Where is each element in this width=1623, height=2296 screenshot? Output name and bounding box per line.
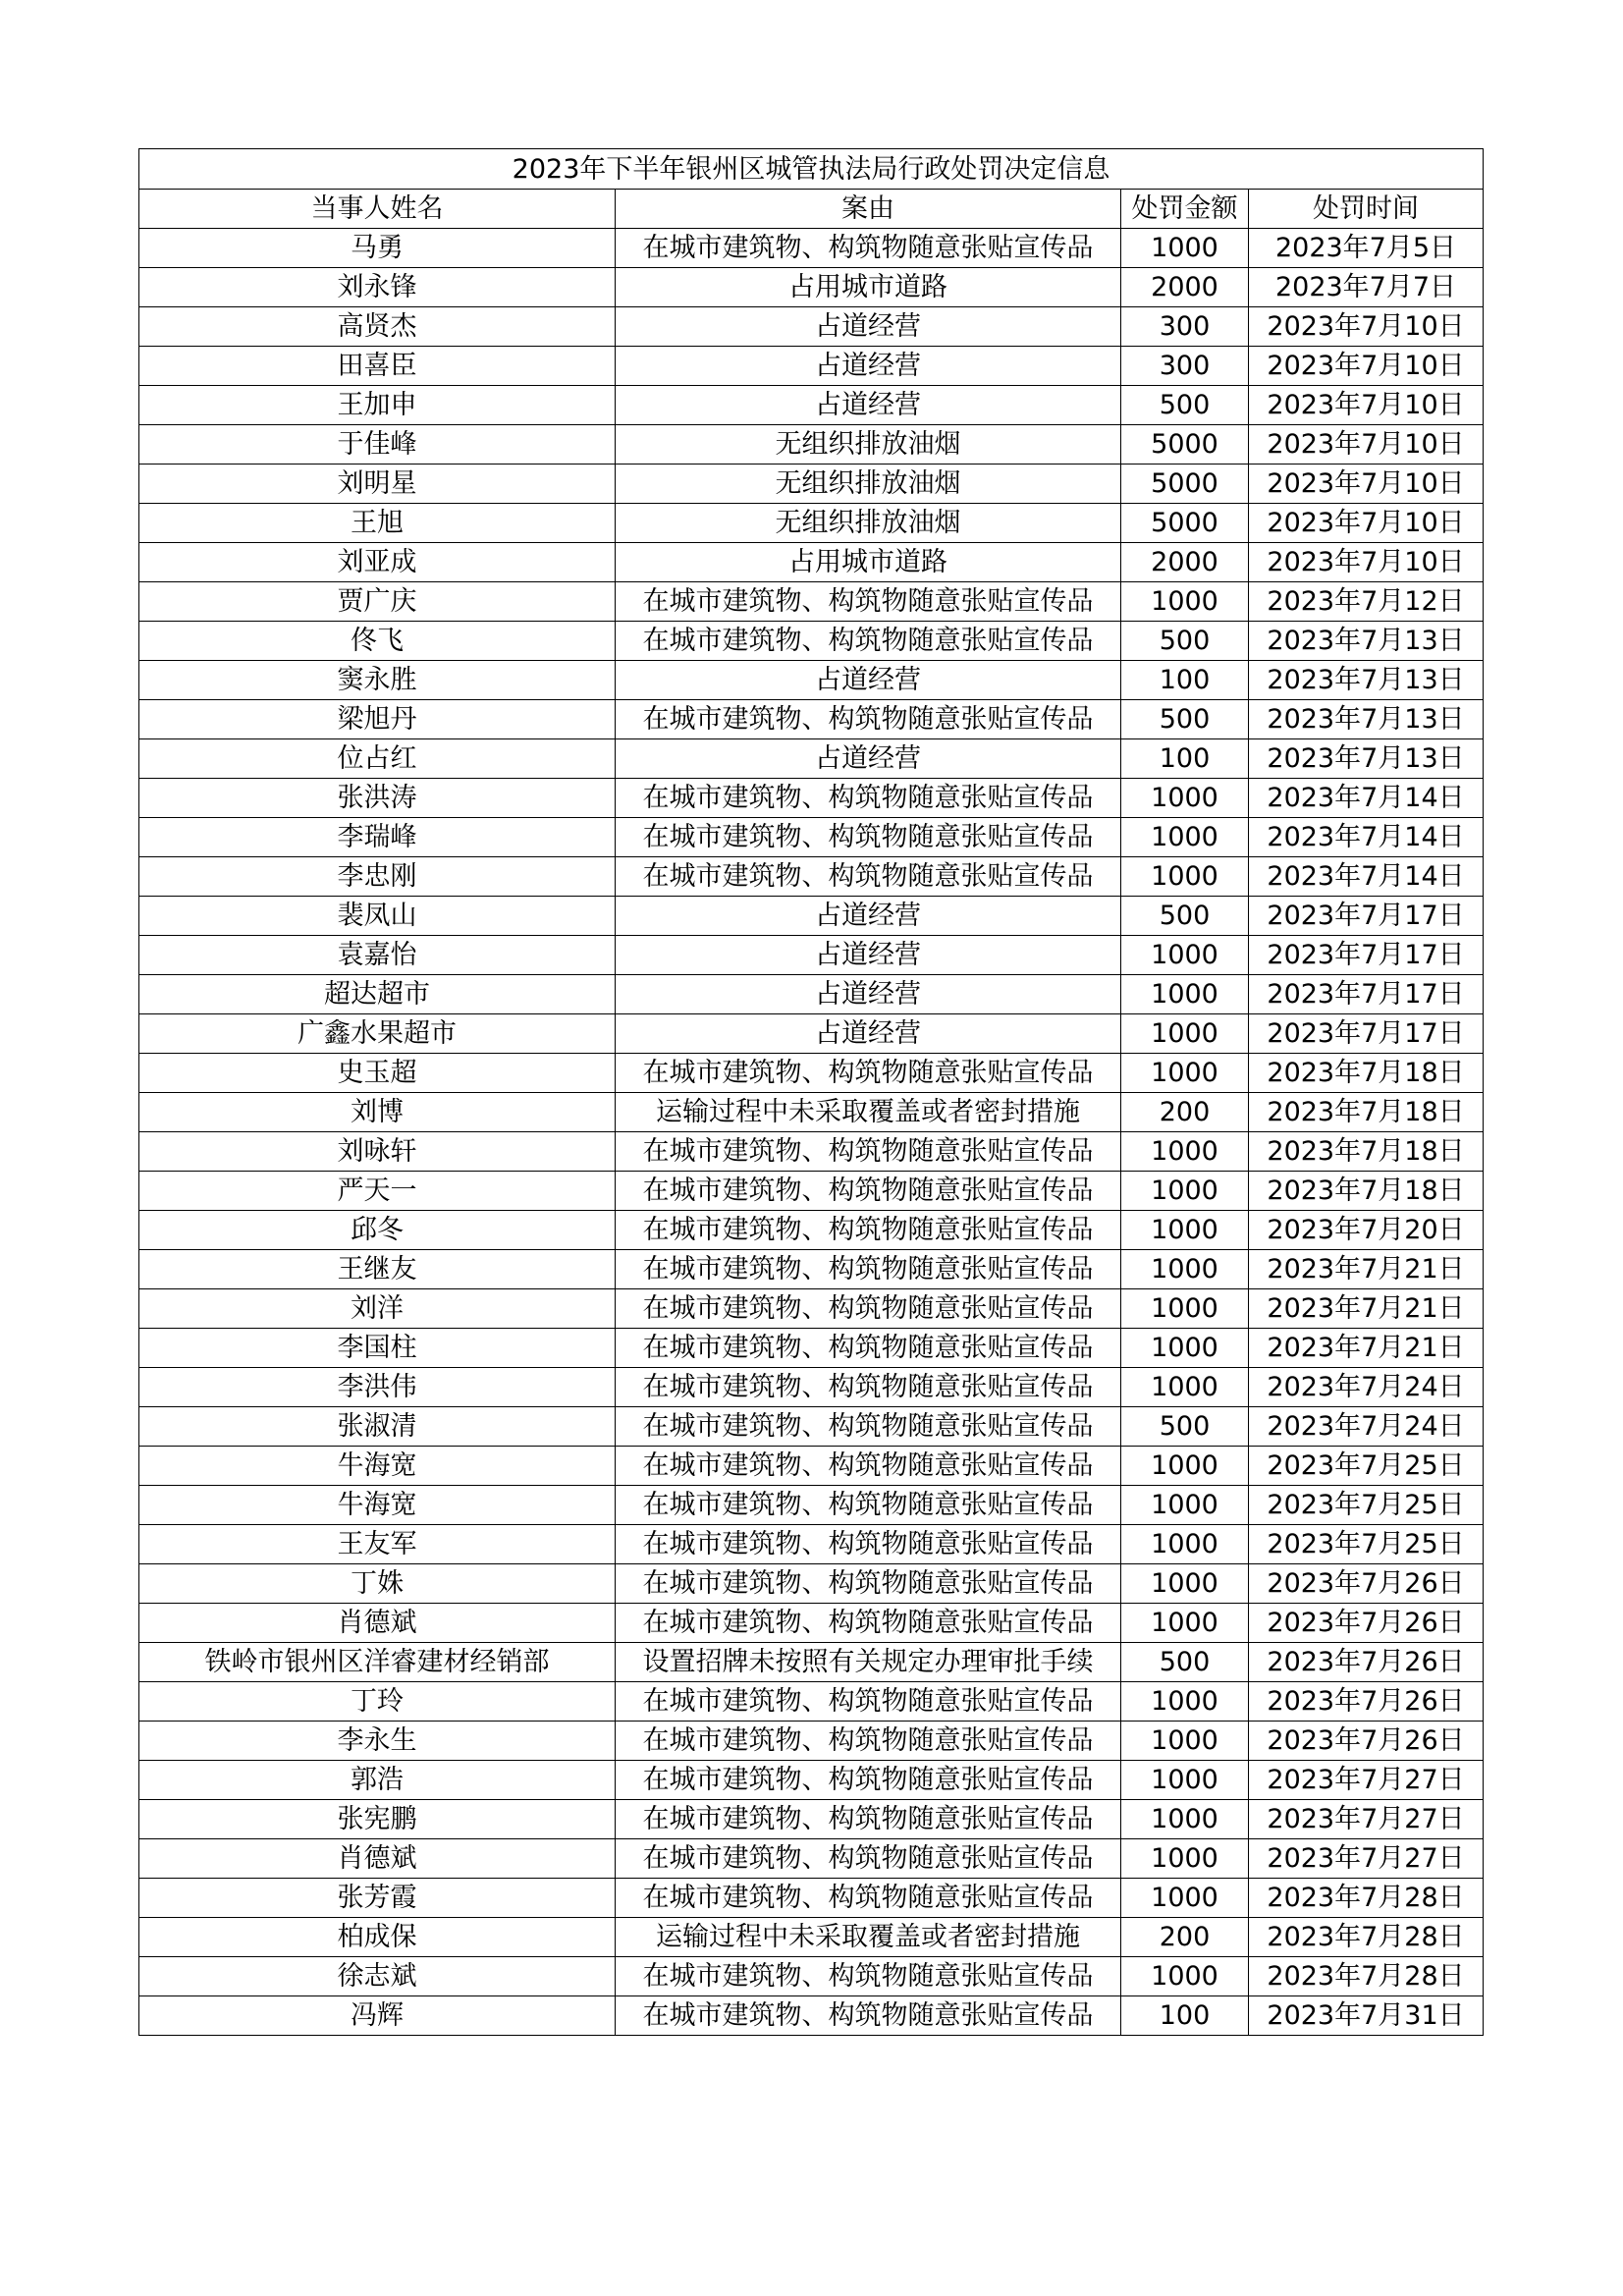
cell-reason: 在城市建筑物、构筑物随意张贴宣传品 — [616, 1957, 1121, 1996]
cell-name: 郭浩 — [139, 1761, 616, 1800]
cell-name: 广鑫水果超市 — [139, 1014, 616, 1054]
cell-reason: 占道经营 — [616, 386, 1121, 425]
cell-date: 2023年7月21日 — [1249, 1289, 1484, 1329]
table-title: 2023年下半年银州区城管执法局行政处罚决定信息 — [139, 149, 1484, 190]
cell-reason: 在城市建筑物、构筑物随意张贴宣传品 — [616, 1761, 1121, 1800]
cell-name: 王旭 — [139, 504, 616, 543]
cell-date: 2023年7月25日 — [1249, 1525, 1484, 1564]
cell-amount: 1000 — [1121, 779, 1249, 818]
cell-reason: 在城市建筑物、构筑物随意张贴宣传品 — [616, 1132, 1121, 1172]
cell-amount: 1000 — [1121, 1250, 1249, 1289]
cell-name: 裴凤山 — [139, 897, 616, 936]
table-row — [139, 229, 1484, 268]
cell-date: 2023年7月18日 — [1249, 1054, 1484, 1093]
table-row — [139, 1329, 1484, 1368]
cell-date: 2023年7月21日 — [1249, 1250, 1484, 1289]
cell-amount: 1000 — [1121, 1329, 1249, 1368]
cell-date: 2023年7月26日 — [1249, 1604, 1484, 1643]
table-row — [139, 307, 1484, 347]
cell-reason: 占用城市道路 — [616, 268, 1121, 307]
cell-date: 2023年7月27日 — [1249, 1839, 1484, 1879]
cell-name: 李瑞峰 — [139, 818, 616, 857]
cell-amount: 500 — [1121, 1407, 1249, 1447]
cell-date: 2023年7月21日 — [1249, 1329, 1484, 1368]
table-row — [139, 1211, 1484, 1250]
cell-name: 肖德斌 — [139, 1839, 616, 1879]
table-row — [139, 543, 1484, 582]
cell-reason: 在城市建筑物、构筑物随意张贴宣传品 — [616, 1054, 1121, 1093]
cell-name: 冯辉 — [139, 1996, 616, 2036]
cell-date: 2023年7月13日 — [1249, 661, 1484, 700]
cell-amount: 500 — [1121, 700, 1249, 739]
cell-date: 2023年7月26日 — [1249, 1564, 1484, 1604]
table-row — [139, 897, 1484, 936]
cell-reason: 占道经营 — [616, 975, 1121, 1014]
cell-amount: 1000 — [1121, 936, 1249, 975]
cell-amount: 1000 — [1121, 229, 1249, 268]
table-row — [139, 347, 1484, 386]
cell-date: 2023年7月14日 — [1249, 779, 1484, 818]
cell-name: 张淑清 — [139, 1407, 616, 1447]
cell-date: 2023年7月12日 — [1249, 582, 1484, 622]
cell-date: 2023年7月5日 — [1249, 229, 1484, 268]
cell-date: 2023年7月17日 — [1249, 975, 1484, 1014]
cell-reason: 在城市建筑物、构筑物随意张贴宣传品 — [616, 1289, 1121, 1329]
cell-amount: 1000 — [1121, 857, 1249, 897]
cell-date: 2023年7月26日 — [1249, 1682, 1484, 1722]
table-row — [139, 622, 1484, 661]
cell-date: 2023年7月17日 — [1249, 936, 1484, 975]
cell-amount: 1000 — [1121, 1486, 1249, 1525]
cell-date: 2023年7月10日 — [1249, 386, 1484, 425]
table-row — [139, 1054, 1484, 1093]
cell-amount: 500 — [1121, 1643, 1249, 1682]
cell-name: 袁嘉怡 — [139, 936, 616, 975]
table-row — [139, 425, 1484, 465]
cell-reason: 在城市建筑物、构筑物随意张贴宣传品 — [616, 1447, 1121, 1486]
cell-amount: 1000 — [1121, 1525, 1249, 1564]
cell-reason: 设置招牌未按照有关规定办理审批手续 — [616, 1643, 1121, 1682]
table-row — [139, 1093, 1484, 1132]
cell-date: 2023年7月10日 — [1249, 425, 1484, 465]
cell-reason: 在城市建筑物、构筑物随意张贴宣传品 — [616, 1604, 1121, 1643]
cell-reason: 在城市建筑物、构筑物随意张贴宣传品 — [616, 229, 1121, 268]
table-row — [139, 1957, 1484, 1996]
table-row — [139, 779, 1484, 818]
table-row — [139, 1564, 1484, 1604]
cell-name: 牛海宽 — [139, 1447, 616, 1486]
cell-amount: 1000 — [1121, 1289, 1249, 1329]
cell-reason: 在城市建筑物、构筑物随意张贴宣传品 — [616, 818, 1121, 857]
cell-amount: 5000 — [1121, 465, 1249, 504]
cell-amount: 300 — [1121, 347, 1249, 386]
cell-amount: 1000 — [1121, 1172, 1249, 1211]
cell-amount: 100 — [1121, 739, 1249, 779]
cell-name: 王加申 — [139, 386, 616, 425]
cell-name: 铁岭市银州区洋睿建材经销部 — [139, 1643, 616, 1682]
cell-reason: 运输过程中未采取覆盖或者密封措施 — [616, 1918, 1121, 1957]
cell-date: 2023年7月28日 — [1249, 1957, 1484, 1996]
cell-name: 柏成保 — [139, 1918, 616, 1957]
cell-reason: 在城市建筑物、构筑物随意张贴宣传品 — [616, 1800, 1121, 1839]
cell-date: 2023年7月18日 — [1249, 1093, 1484, 1132]
cell-reason: 在城市建筑物、构筑物随意张贴宣传品 — [616, 1682, 1121, 1722]
cell-name: 李洪伟 — [139, 1368, 616, 1407]
table-row — [139, 975, 1484, 1014]
cell-reason: 在城市建筑物、构筑物随意张贴宣传品 — [616, 1211, 1121, 1250]
table-row — [139, 661, 1484, 700]
table-row — [139, 857, 1484, 897]
cell-amount: 1000 — [1121, 1564, 1249, 1604]
cell-name: 张芳霞 — [139, 1879, 616, 1918]
cell-amount: 200 — [1121, 1093, 1249, 1132]
cell-amount: 300 — [1121, 307, 1249, 347]
cell-reason: 在城市建筑物、构筑物随意张贴宣传品 — [616, 622, 1121, 661]
cell-amount: 1000 — [1121, 1682, 1249, 1722]
table-row — [139, 739, 1484, 779]
cell-amount: 1000 — [1121, 1604, 1249, 1643]
cell-date: 2023年7月10日 — [1249, 543, 1484, 582]
cell-reason: 在城市建筑物、构筑物随意张贴宣传品 — [616, 700, 1121, 739]
table-row — [139, 1643, 1484, 1682]
table-row — [139, 1447, 1484, 1486]
cell-reason: 占道经营 — [616, 661, 1121, 700]
cell-date: 2023年7月17日 — [1249, 1014, 1484, 1054]
table-row — [139, 1486, 1484, 1525]
cell-amount: 100 — [1121, 1996, 1249, 2036]
header-row — [139, 190, 1484, 229]
table-row — [139, 1800, 1484, 1839]
cell-date: 2023年7月24日 — [1249, 1368, 1484, 1407]
cell-amount: 1000 — [1121, 582, 1249, 622]
cell-date: 2023年7月28日 — [1249, 1918, 1484, 1957]
cell-name: 于佳峰 — [139, 425, 616, 465]
cell-date: 2023年7月24日 — [1249, 1407, 1484, 1447]
cell-name: 刘永锋 — [139, 268, 616, 307]
cell-date: 2023年7月7日 — [1249, 268, 1484, 307]
table-row — [139, 1368, 1484, 1407]
table-row — [139, 504, 1484, 543]
cell-reason: 在城市建筑物、构筑物随意张贴宣传品 — [616, 1722, 1121, 1761]
cell-date: 2023年7月25日 — [1249, 1447, 1484, 1486]
cell-amount: 500 — [1121, 622, 1249, 661]
cell-reason: 在城市建筑物、构筑物随意张贴宣传品 — [616, 1172, 1121, 1211]
cell-reason: 在城市建筑物、构筑物随意张贴宣传品 — [616, 857, 1121, 897]
cell-name: 窦永胜 — [139, 661, 616, 700]
cell-date: 2023年7月13日 — [1249, 700, 1484, 739]
cell-name: 丁玲 — [139, 1682, 616, 1722]
cell-name: 位占红 — [139, 739, 616, 779]
table-row — [139, 1407, 1484, 1447]
table-row — [139, 1879, 1484, 1918]
cell-reason: 在城市建筑物、构筑物随意张贴宣传品 — [616, 1250, 1121, 1289]
cell-name: 王友军 — [139, 1525, 616, 1564]
cell-name: 李永生 — [139, 1722, 616, 1761]
cell-reason: 在城市建筑物、构筑物随意张贴宣传品 — [616, 779, 1121, 818]
table-row — [139, 1918, 1484, 1957]
cell-date: 2023年7月17日 — [1249, 897, 1484, 936]
cell-name: 刘明星 — [139, 465, 616, 504]
cell-date: 2023年7月31日 — [1249, 1996, 1484, 2036]
cell-name: 邱冬 — [139, 1211, 616, 1250]
penalty-table — [138, 148, 1484, 2036]
cell-date: 2023年7月20日 — [1249, 1211, 1484, 1250]
cell-name: 刘博 — [139, 1093, 616, 1132]
cell-reason: 在城市建筑物、构筑物随意张贴宣传品 — [616, 582, 1121, 622]
cell-date: 2023年7月28日 — [1249, 1879, 1484, 1918]
table-row — [139, 1132, 1484, 1172]
cell-date: 2023年7月18日 — [1249, 1132, 1484, 1172]
cell-name: 史玉超 — [139, 1054, 616, 1093]
cell-name: 李国柱 — [139, 1329, 616, 1368]
title-row — [139, 149, 1484, 190]
cell-reason: 在城市建筑物、构筑物随意张贴宣传品 — [616, 1329, 1121, 1368]
cell-reason: 在城市建筑物、构筑物随意张贴宣传品 — [616, 1839, 1121, 1879]
cell-reason: 占道经营 — [616, 739, 1121, 779]
cell-amount: 1000 — [1121, 1132, 1249, 1172]
header-reason: 案由 — [616, 190, 1121, 229]
cell-amount: 2000 — [1121, 268, 1249, 307]
cell-amount: 1000 — [1121, 1211, 1249, 1250]
table-row — [139, 268, 1484, 307]
table-row — [139, 1761, 1484, 1800]
cell-date: 2023年7月13日 — [1249, 739, 1484, 779]
cell-name: 严天一 — [139, 1172, 616, 1211]
cell-name: 肖德斌 — [139, 1604, 616, 1643]
header-date: 处罚时间 — [1249, 190, 1484, 229]
cell-amount: 1000 — [1121, 1839, 1249, 1879]
table-row — [139, 386, 1484, 425]
cell-reason: 在城市建筑物、构筑物随意张贴宣传品 — [616, 1879, 1121, 1918]
table-body — [139, 229, 1484, 2036]
cell-amount: 1000 — [1121, 1761, 1249, 1800]
cell-reason: 运输过程中未采取覆盖或者密封措施 — [616, 1093, 1121, 1132]
cell-amount: 1000 — [1121, 975, 1249, 1014]
cell-amount: 2000 — [1121, 543, 1249, 582]
cell-name: 超达超市 — [139, 975, 616, 1014]
cell-reason: 占道经营 — [616, 307, 1121, 347]
table-row — [139, 936, 1484, 975]
cell-amount: 100 — [1121, 661, 1249, 700]
cell-reason: 占道经营 — [616, 936, 1121, 975]
table-row — [139, 1722, 1484, 1761]
cell-date: 2023年7月26日 — [1249, 1643, 1484, 1682]
cell-date: 2023年7月27日 — [1249, 1800, 1484, 1839]
cell-name: 高贤杰 — [139, 307, 616, 347]
table-row — [139, 1172, 1484, 1211]
cell-name: 佟飞 — [139, 622, 616, 661]
table-row — [139, 1289, 1484, 1329]
table-row — [139, 465, 1484, 504]
cell-date: 2023年7月10日 — [1249, 347, 1484, 386]
cell-reason: 在城市建筑物、构筑物随意张贴宣传品 — [616, 1525, 1121, 1564]
cell-date: 2023年7月14日 — [1249, 818, 1484, 857]
cell-name: 张洪涛 — [139, 779, 616, 818]
table-row — [139, 1996, 1484, 2036]
cell-reason: 占道经营 — [616, 897, 1121, 936]
cell-amount: 500 — [1121, 386, 1249, 425]
cell-name: 马勇 — [139, 229, 616, 268]
cell-amount: 5000 — [1121, 504, 1249, 543]
cell-reason: 占道经营 — [616, 1014, 1121, 1054]
table-row — [139, 1682, 1484, 1722]
cell-reason: 无组织排放油烟 — [616, 465, 1121, 504]
table-row — [139, 1014, 1484, 1054]
cell-name: 田喜臣 — [139, 347, 616, 386]
cell-amount: 5000 — [1121, 425, 1249, 465]
cell-amount: 1000 — [1121, 1957, 1249, 1996]
cell-amount: 500 — [1121, 897, 1249, 936]
cell-reason: 无组织排放油烟 — [616, 425, 1121, 465]
cell-name: 刘洋 — [139, 1289, 616, 1329]
cell-amount: 1000 — [1121, 1800, 1249, 1839]
cell-amount: 1000 — [1121, 1879, 1249, 1918]
cell-name: 刘咏轩 — [139, 1132, 616, 1172]
cell-amount: 1000 — [1121, 1447, 1249, 1486]
cell-name: 徐志斌 — [139, 1957, 616, 1996]
table-row — [139, 1604, 1484, 1643]
cell-date: 2023年7月13日 — [1249, 622, 1484, 661]
cell-reason: 在城市建筑物、构筑物随意张贴宣传品 — [616, 1368, 1121, 1407]
cell-reason: 在城市建筑物、构筑物随意张贴宣传品 — [616, 1996, 1121, 2036]
cell-amount: 1000 — [1121, 818, 1249, 857]
cell-date: 2023年7月10日 — [1249, 465, 1484, 504]
table-row — [139, 1250, 1484, 1289]
table-row — [139, 700, 1484, 739]
cell-name: 梁旭丹 — [139, 700, 616, 739]
cell-name: 李忠刚 — [139, 857, 616, 897]
table-row — [139, 1839, 1484, 1879]
cell-name: 丁姝 — [139, 1564, 616, 1604]
cell-amount: 1000 — [1121, 1014, 1249, 1054]
cell-amount: 1000 — [1121, 1368, 1249, 1407]
cell-date: 2023年7月27日 — [1249, 1761, 1484, 1800]
cell-reason: 占用城市道路 — [616, 543, 1121, 582]
cell-name: 贾广庆 — [139, 582, 616, 622]
cell-reason: 在城市建筑物、构筑物随意张贴宣传品 — [616, 1407, 1121, 1447]
cell-reason: 无组织排放油烟 — [616, 504, 1121, 543]
cell-reason: 在城市建筑物、构筑物随意张贴宣传品 — [616, 1486, 1121, 1525]
table-row — [139, 582, 1484, 622]
cell-name: 牛海宽 — [139, 1486, 616, 1525]
cell-date: 2023年7月10日 — [1249, 307, 1484, 347]
table-row — [139, 1525, 1484, 1564]
cell-date: 2023年7月18日 — [1249, 1172, 1484, 1211]
cell-date: 2023年7月25日 — [1249, 1486, 1484, 1525]
cell-name: 王继友 — [139, 1250, 616, 1289]
cell-name: 刘亚成 — [139, 543, 616, 582]
cell-amount: 1000 — [1121, 1722, 1249, 1761]
header-name: 当事人姓名 — [139, 190, 616, 229]
header-amount: 处罚金额 — [1121, 190, 1249, 229]
cell-date: 2023年7月26日 — [1249, 1722, 1484, 1761]
cell-reason: 在城市建筑物、构筑物随意张贴宣传品 — [616, 1564, 1121, 1604]
cell-amount: 200 — [1121, 1918, 1249, 1957]
table-row — [139, 818, 1484, 857]
cell-name: 张宪鹏 — [139, 1800, 616, 1839]
cell-amount: 1000 — [1121, 1054, 1249, 1093]
cell-reason: 占道经营 — [616, 347, 1121, 386]
cell-date: 2023年7月10日 — [1249, 504, 1484, 543]
cell-date: 2023年7月14日 — [1249, 857, 1484, 897]
